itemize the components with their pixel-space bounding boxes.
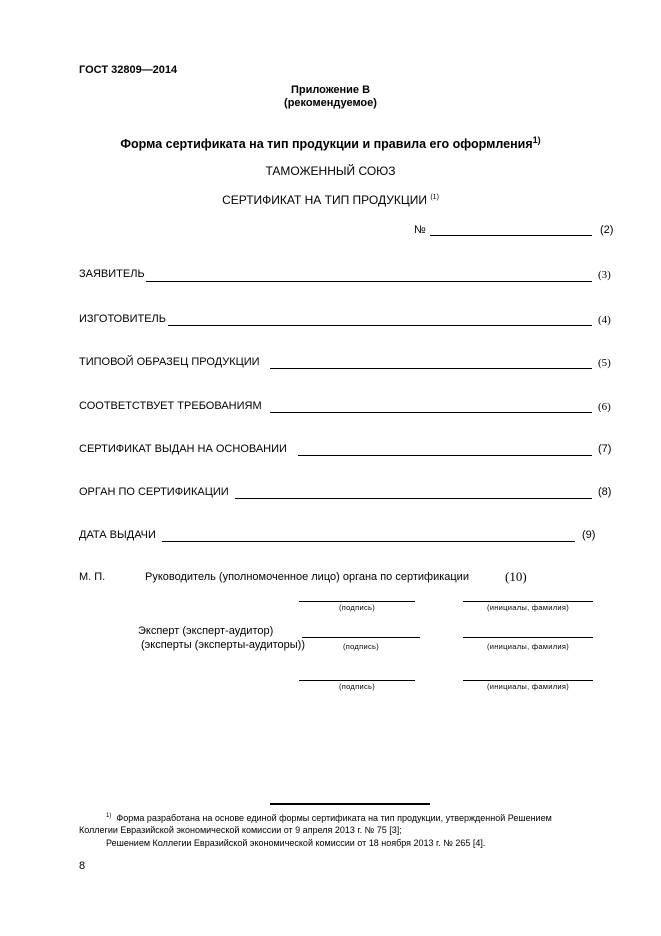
field-line-product-type[interactable] <box>270 368 592 369</box>
head-name-line[interactable] <box>463 601 593 602</box>
field-label-requirements: СООТВЕТСТВУЕТ ТРЕБОВАНИЯМ <box>79 400 262 412</box>
number-label: № <box>414 224 426 236</box>
expert2-signature-caption: (подпись) <box>338 682 376 691</box>
field-label-cert-body: ОРГАН ПО СЕРТИФИКАЦИИ <box>79 486 229 498</box>
certificate-heading-text: СЕРТИФИКАТ НА ТИП ПРОДУКЦИИ <box>222 193 427 207</box>
field-line-applicant[interactable] <box>146 281 592 282</box>
field-label-issue-date: ДАТА ВЫДАЧИ <box>79 529 156 541</box>
field-marker-manufacturer: (4) <box>598 314 611 326</box>
footnote-line2: Коллегии Евразийской экономической комиссии от 9 апреля 2013 г. № 75 [3]; <box>79 825 402 835</box>
document-code: ГОСТ 32809—2014 <box>79 64 178 76</box>
head-signatory-marker: (10) <box>505 569 527 584</box>
expert-name-line[interactable] <box>463 637 593 638</box>
field-line-manufacturer[interactable] <box>168 325 592 326</box>
expert-signature-caption: (подпись) <box>342 642 380 651</box>
field-marker-product-type: (5) <box>598 357 611 369</box>
number-field-line[interactable] <box>430 235 592 236</box>
footnote-separator <box>270 803 430 805</box>
field-label-applicant: ЗАЯВИТЕЛЬ <box>79 268 145 280</box>
footnote-line1-text: Форма разработана на основе единой формы сертификата на тип продукции, утвержденной Решением <box>116 813 552 823</box>
field-line-cert-body[interactable] <box>235 498 592 499</box>
head-signature-line[interactable] <box>299 601 415 602</box>
seal-place-label: М. П. <box>79 571 106 583</box>
appendix-title: Приложение В <box>290 84 371 96</box>
field-marker-issue-date: (9) <box>582 529 596 541</box>
form-title-text: Форма сертификата на тип продукции и правила его оформления <box>120 137 533 152</box>
head-signature-caption: (подпись) <box>338 603 376 612</box>
form-title-footnote-marker: 1) <box>532 135 541 145</box>
expert-label: Эксперт (эксперт-аудитор) <box>138 625 274 637</box>
expert-signature-line[interactable] <box>302 637 420 638</box>
expert-name-caption: (инициалы, фамилия) <box>486 642 570 651</box>
expert2-signature-line[interactable] <box>299 680 415 681</box>
field-marker-requirements: (6) <box>598 401 611 413</box>
footnote-line3: Решением Коллегии Евразийской экономической комиссии от 18 ноября 2013 г. № 265 [4]. <box>106 838 486 848</box>
number-marker: (2) <box>600 224 614 236</box>
field-line-issued-basis[interactable] <box>298 455 592 456</box>
footnote-line1 <box>106 813 552 823</box>
form-title <box>0 135 661 151</box>
appendix-subtitle: (рекомендуемое) <box>284 97 377 109</box>
expert2-name-line[interactable] <box>463 680 593 681</box>
field-marker-cert-body: (8) <box>598 486 612 498</box>
field-label-manufacturer: ИЗГОТОВИТЕЛЬ <box>79 313 166 325</box>
expert2-name-caption: (инициалы, фамилия) <box>486 682 570 691</box>
certificate-heading <box>0 193 661 207</box>
union-heading: ТАМОЖЕННЫЙ СОЮЗ <box>265 164 396 178</box>
field-marker-applicant: (3) <box>598 269 611 281</box>
footnote-marker: 1) <box>106 813 112 819</box>
field-line-requirements[interactable] <box>270 412 592 413</box>
head-name-caption: (инициалы, фамилия) <box>486 603 570 612</box>
experts-label: (эксперты (эксперты-аудиторы)) <box>141 639 306 651</box>
head-signatory-label: Руководитель (уполномоченное лицо) органа по сертификации <box>145 571 469 583</box>
field-line-issue-date[interactable] <box>162 541 575 542</box>
page-number: 8 <box>79 860 86 872</box>
certificate-note-marker: (1) <box>430 194 439 201</box>
field-marker-issued-basis: (7) <box>598 443 612 455</box>
field-label-issued-basis: СЕРТИФИКАТ ВЫДАН НА ОСНОВАНИИ <box>79 443 287 455</box>
field-label-product-type: ТИПОВОЙ ОБРАЗЕЦ ПРОДУКЦИИ <box>79 356 260 368</box>
